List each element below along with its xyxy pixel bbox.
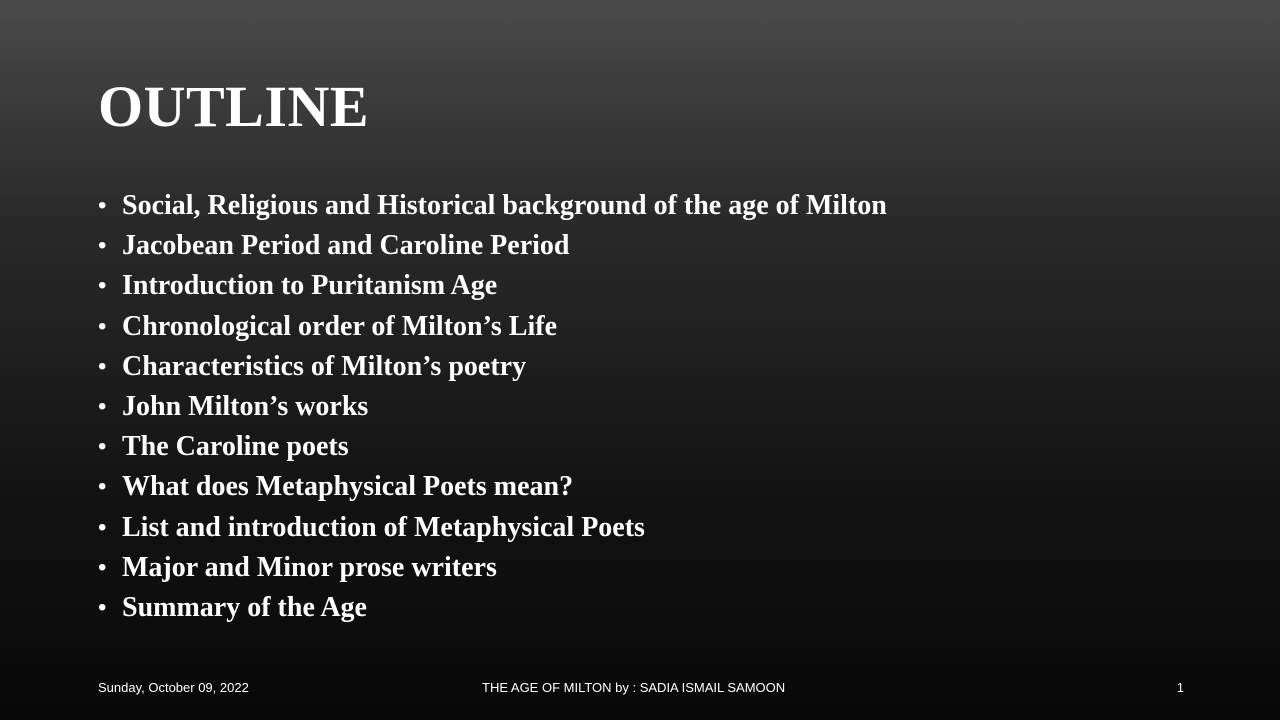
- bullet-icon: •: [98, 392, 107, 420]
- bullet-icon: •: [98, 192, 107, 219]
- bullet-text: John Milton’s works: [122, 390, 369, 422]
- bullet-item: [98, 427, 887, 467]
- bullet-icon: •: [98, 593, 107, 621]
- slide-title: OUTLINE: [98, 74, 370, 139]
- bullet-icon: •: [98, 473, 107, 501]
- bullet-text: Characteristics of Milton’s poetry: [122, 350, 527, 382]
- bullet-text: List and introduction of Metaphysical Poets: [122, 511, 645, 543]
- bullet-text: Chronological order of Milton’s Life: [122, 310, 557, 342]
- bullet-text: Major and Minor prose writers: [122, 551, 497, 583]
- bullet-icon: •: [98, 232, 107, 260]
- bullet-item: [98, 467, 887, 507]
- bullet-item: [98, 226, 887, 266]
- bullet-item: [98, 387, 887, 427]
- footer-date: Sunday, October 09, 2022: [98, 680, 249, 695]
- bullet-text: Summary of the Age: [122, 591, 367, 623]
- bullet-item: [98, 588, 887, 628]
- bullet-icon: •: [98, 272, 107, 300]
- slide-number: 1: [1176, 680, 1184, 695]
- bullet-text: Social, Religious and Historical background of the age of Milton: [122, 190, 887, 221]
- bullet-item: [98, 347, 887, 387]
- bullet-item: [98, 508, 887, 548]
- bullet-item: [98, 266, 887, 306]
- bullet-icon: •: [98, 433, 107, 461]
- bullet-item: [98, 548, 887, 588]
- bullet-icon: •: [98, 312, 107, 340]
- bullet-icon: •: [98, 513, 107, 541]
- bullet-text: Jacobean Period and Caroline Period: [122, 230, 570, 262]
- outline-bullet-list: [98, 186, 887, 628]
- bullet-text: Introduction to Puritanism Age: [122, 270, 498, 302]
- bullet-icon: •: [98, 352, 107, 380]
- bullet-item: [98, 186, 887, 226]
- bullet-text: What does Metaphysical Poets mean?: [122, 471, 574, 503]
- footer-title: THE AGE OF MILTON by : SADIA ISMAIL SAMOON: [482, 680, 786, 695]
- bullet-text: The Caroline poets: [122, 431, 349, 463]
- bullet-icon: •: [98, 553, 107, 581]
- bullet-item: [98, 307, 887, 347]
